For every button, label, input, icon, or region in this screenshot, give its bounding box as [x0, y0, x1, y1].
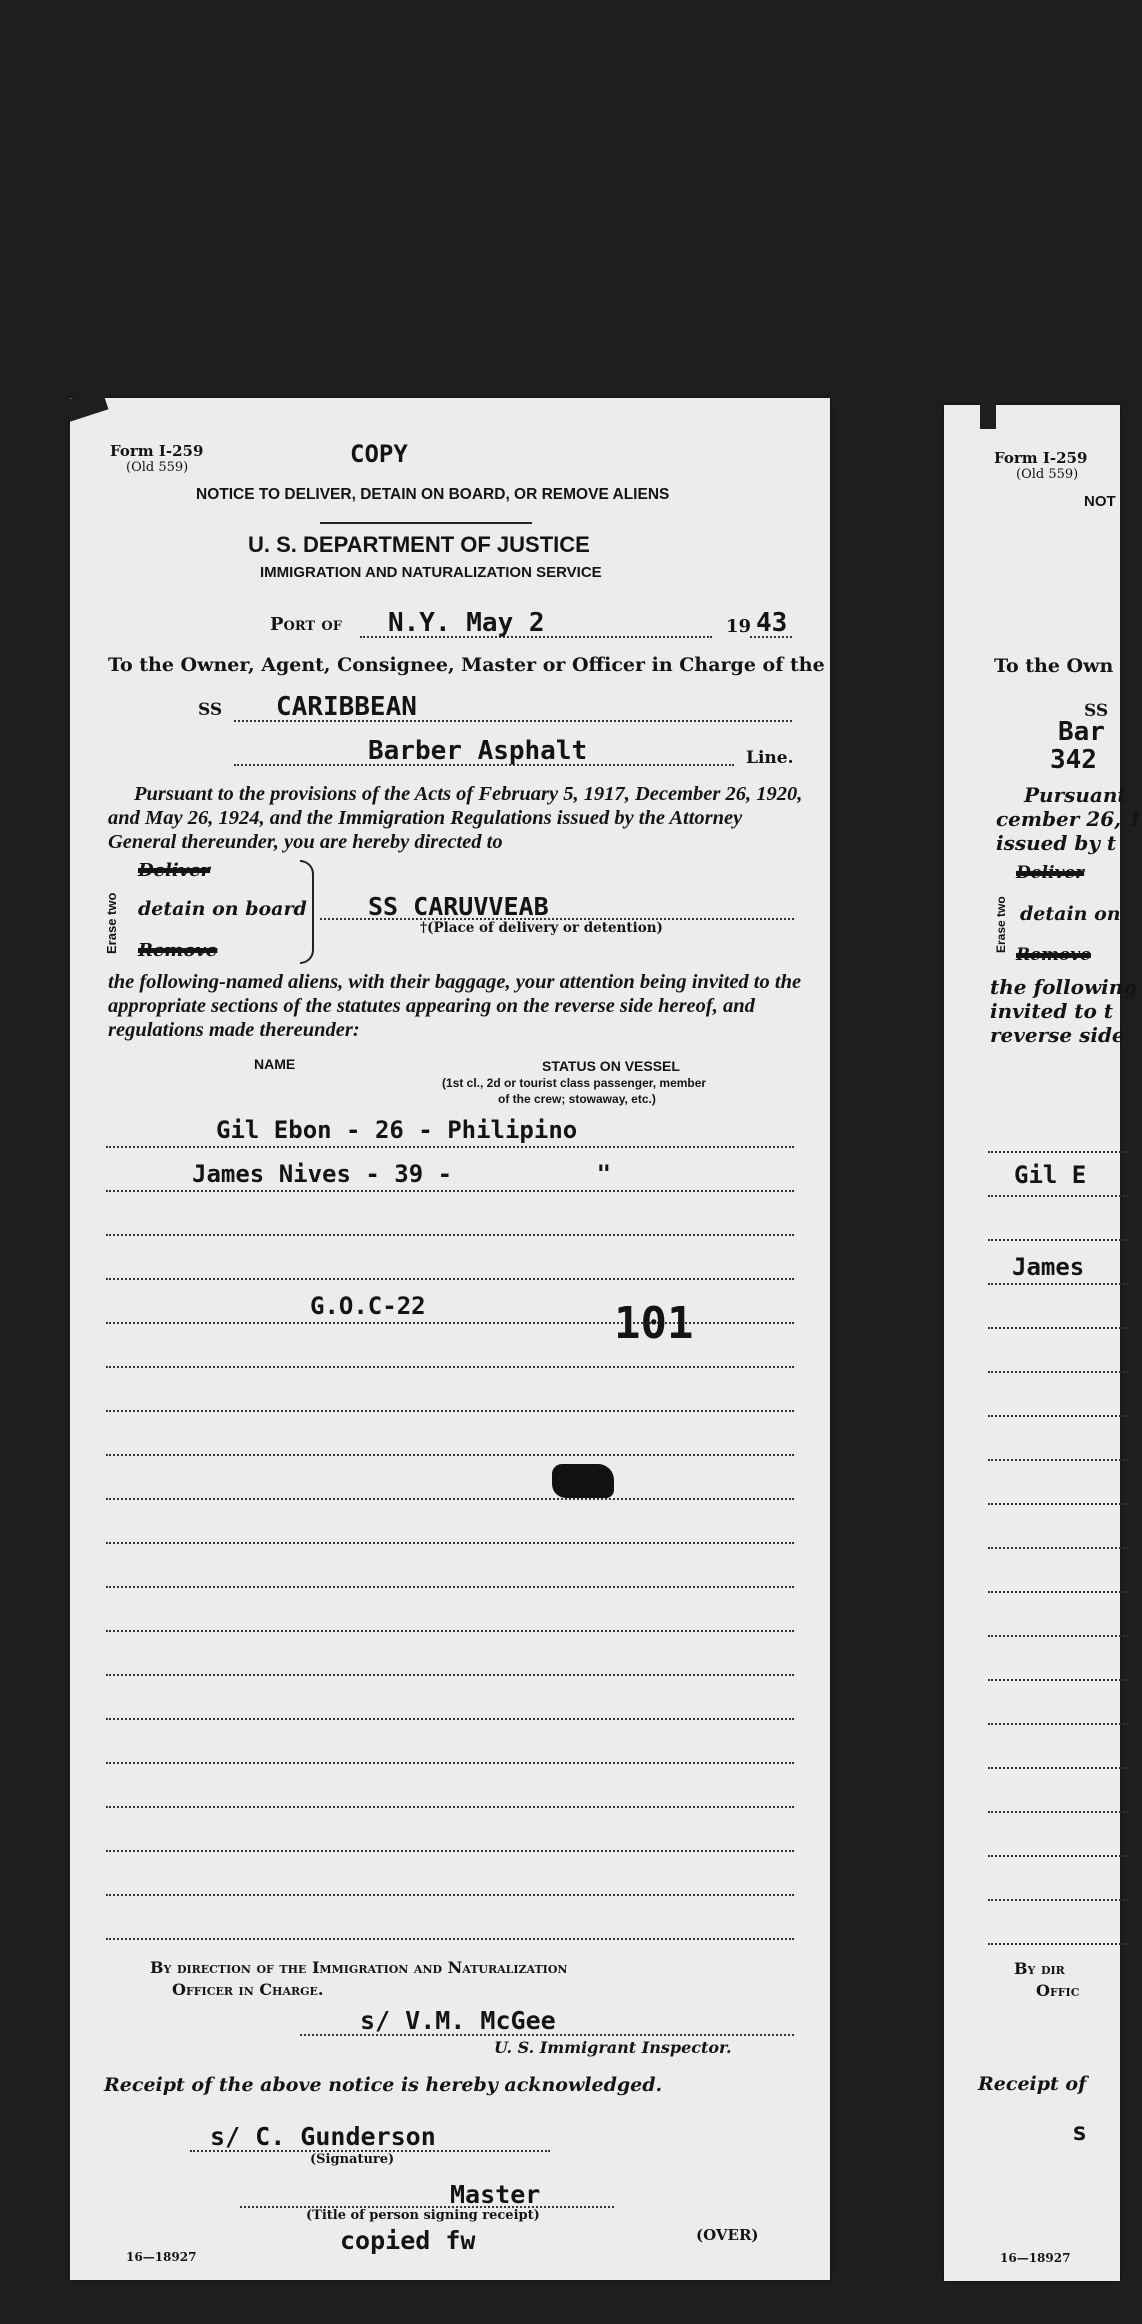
row-dotline [988, 1239, 1128, 1241]
option-detain: detain on [1020, 903, 1121, 925]
row-dotline [988, 1195, 1128, 1197]
following-partial-3: reverse side [990, 1023, 1125, 1047]
over-label: (OVER) [696, 2226, 759, 2244]
row-dotline [988, 1371, 1128, 1373]
delivery-caption: †(Place of delivery or detention) [420, 920, 663, 936]
row-dotline [106, 1630, 794, 1632]
divider [320, 522, 532, 524]
row-dotline [988, 1635, 1128, 1637]
row-dotline [106, 1806, 794, 1808]
form-number: Form I-259 [994, 449, 1088, 467]
row-dotline [106, 1762, 794, 1764]
option-remove-struck: Remove [1016, 945, 1091, 965]
following-paragraph: the following-named aliens, with their baggage, your attention being invited to the appropriate sections of the statutes appearing on the reverse side hereof, and regulations made thereunder: [108, 971, 802, 1041]
direction-line-2: Officer in Charge. [172, 1980, 324, 1999]
erase-two-label: Erase two [104, 892, 119, 954]
year-prefix: 19 [726, 616, 752, 637]
notice-title: NOTICE TO DELIVER, DETAIN ON BOARD, OR REMOVE ALIENS [196, 486, 670, 503]
row-dotline [106, 1190, 794, 1192]
pursuant-partial-1: Pursuant [1024, 783, 1127, 807]
inspector-title: U. S. Immigrant Inspector. [494, 2038, 732, 2057]
stamp-number: 101 [614, 1298, 694, 1349]
option-remove-struck: Remove [138, 940, 218, 961]
row-dotline [988, 1723, 1128, 1725]
copied-note: copied fw [340, 2226, 476, 2255]
old-form-number: (Old 559) [1016, 467, 1079, 482]
row-dotline [106, 1410, 794, 1412]
master-title: Master [450, 2180, 541, 2209]
row-dotline [988, 1503, 1128, 1505]
torn-corner [64, 388, 109, 421]
adjacent-form-partial [944, 405, 1142, 2281]
option-deliver-struck: Deliver [138, 860, 211, 881]
title-caption: (Title of person signing receipt) [306, 2208, 540, 2223]
row-dotline [106, 1542, 794, 1544]
direction-line-1: By direction of the Immigration and Naturalization [150, 1958, 568, 1977]
row-dotline [988, 1415, 1128, 1417]
to-owner-text: To the Owner, Agent, Consignee, Master or Officer in Charge of the [108, 654, 825, 676]
row-dotline [106, 1850, 794, 1852]
row-dotline [988, 1679, 1128, 1681]
torn-edge [980, 399, 996, 429]
pursuant-partial-2: cember 26, 1 [996, 807, 1142, 831]
row-dotline [106, 1278, 794, 1280]
row-dotline [106, 1454, 794, 1456]
status-column-note-2: of the crew; stowaway, etc.) [498, 1092, 656, 1106]
row-dotline [988, 1327, 1128, 1329]
delivery-value: SS CARUVVEAB [368, 892, 549, 921]
row2-partial: James [1012, 1253, 1085, 1281]
receipt-partial: Receipt of [978, 2073, 1087, 2095]
row-dotline [106, 1674, 794, 1676]
form-number: Form I-259 [110, 442, 204, 460]
row-dotline [988, 1283, 1128, 1285]
department-heading: U. S. DEPARTMENT OF JUSTICE [248, 532, 590, 557]
port-label: Port of [270, 614, 342, 635]
ss-value: CARIBBEAN [276, 692, 417, 722]
option-deliver-struck: Deliver [1016, 863, 1085, 883]
row-dotline [106, 1718, 794, 1720]
row-dotline [106, 1894, 794, 1896]
ss-label: SS [198, 700, 223, 720]
ink-blot [552, 1464, 614, 1498]
form-code: 16—18927 [126, 2250, 197, 2264]
form-code: 16—18927 [1000, 2251, 1071, 2265]
pursuant-paragraph: Pursuant to the provisions of the Acts of February 5, 1917, December 26, 1920, and May 26, 1924, and the Immigration Regulations issued by the Attorney General thereunder, you are hereby directed to [108, 783, 803, 853]
ss-partial: SS [1084, 701, 1109, 721]
row-dotline [106, 1586, 794, 1588]
port-value: N.Y. May 2 [388, 608, 545, 638]
partial-title: NOT [1084, 493, 1116, 510]
old-form-number: (Old 559) [126, 460, 189, 475]
option-detain: detain on board [138, 898, 307, 920]
row-dotline [988, 1151, 1128, 1153]
line-partial-2: 342 [1050, 745, 1097, 775]
inspector-signature: s/ V.M. McGee [360, 2006, 556, 2035]
signature-caption: (Signature) [310, 2152, 395, 2167]
line-value: Barber Asphalt [368, 736, 588, 766]
options-bracket [300, 860, 314, 964]
to-owner-partial: To the Own [994, 655, 1114, 677]
service-heading: IMMIGRATION AND NATURALIZATION SERVICE [260, 564, 602, 581]
status-column-note-1: (1st cl., 2d or tourist class passenger, member [442, 1076, 707, 1090]
row-dotline [988, 1899, 1128, 1901]
list-item: Gil Ebon - 26 - Philipino [216, 1116, 578, 1144]
year-value: 43 [756, 608, 788, 638]
line-label: Line. [746, 748, 794, 768]
direction-partial-1: By dir [1014, 1959, 1065, 1978]
direction-partial-2: Offic [1036, 1981, 1080, 2000]
copy-label: COPY [350, 440, 408, 468]
row-dotline [988, 1547, 1128, 1549]
receipt-signature: s/ C. Gunderson [210, 2122, 436, 2151]
row1-partial: Gil E [1014, 1161, 1087, 1189]
row-dotline [106, 1366, 794, 1368]
status-column-title: STATUS ON VESSEL [542, 1058, 680, 1074]
list-item: G.O.C-22 [310, 1292, 426, 1320]
signature-partial: s [1072, 2117, 1088, 2146]
row-dotline [988, 1591, 1128, 1593]
row-dotline [106, 1234, 794, 1236]
following-partial-2: invited to t [990, 999, 1114, 1023]
following-partial-1: the following [990, 975, 1138, 999]
name-column-header: NAME [254, 1056, 296, 1072]
row-dotline [988, 1767, 1128, 1769]
erase-two-label: Erase two [994, 896, 1008, 953]
row-dotline [988, 1459, 1128, 1461]
row-dotline [988, 1811, 1128, 1813]
row-dotline [988, 1943, 1128, 1945]
row-dotline [988, 1855, 1128, 1857]
line-partial-1: Bar [1058, 717, 1105, 747]
pursuant-partial-3: issued by t [996, 831, 1117, 855]
row-dotline [106, 1146, 794, 1148]
immigration-form-i259 [70, 398, 830, 2280]
row-dotline [106, 1498, 794, 1500]
row-dotline [106, 1938, 794, 1940]
receipt-text: Receipt of the above notice is hereby acknowledged. [104, 2074, 663, 2096]
list-item: James Nives - 39 - " [192, 1160, 612, 1188]
